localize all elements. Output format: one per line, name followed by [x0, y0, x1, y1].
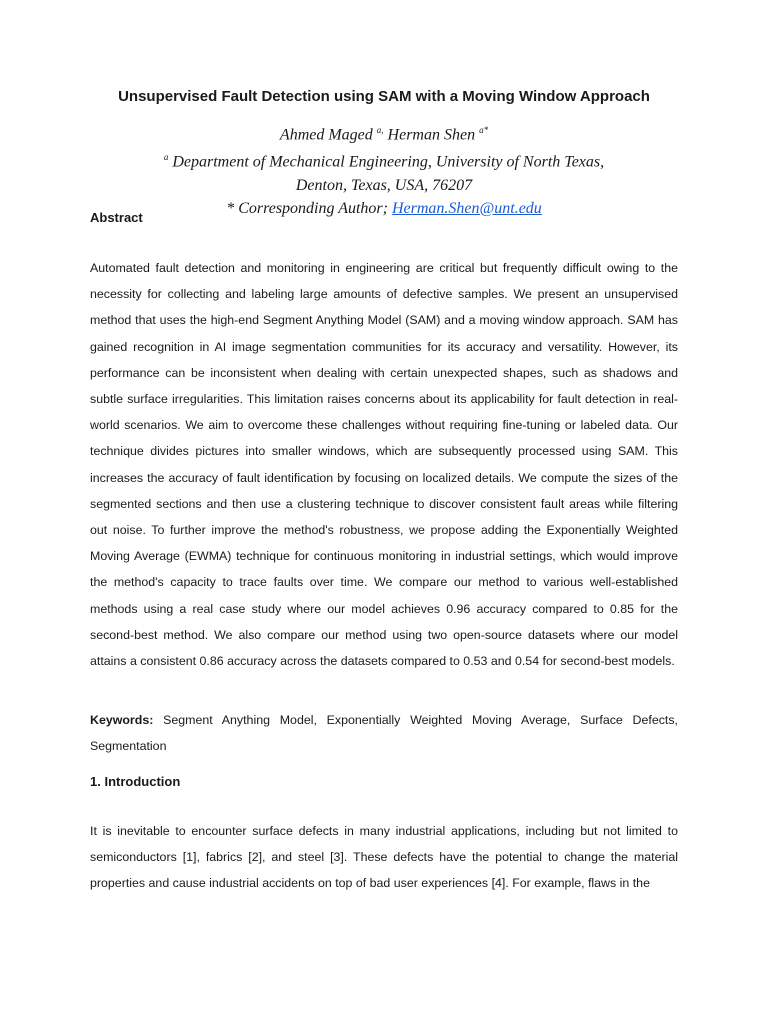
- abstract-heading: Abstract: [90, 210, 143, 225]
- affiliation-line-2: Denton, Texas, USA, 76207: [295, 176, 473, 194]
- introduction-heading: 1. Introduction: [90, 774, 181, 789]
- author-block: [0, 119, 768, 220]
- abstract-text: Automated fault detection and monitoring in engineering are critical but frequently difficult owing to the necessity for collecting and labeling large amounts of defective samples. We present an unsupervised method that uses the high-end Segment Anything Model (SAM) and a moving window approach. SAM has gained recognition in AI image segmentation communities for its accuracy and versatility. However, its performance can be inconsistent when dealing with certain unexpected shapes, such as shadows and subtle surface irregularities. This limitation raises concerns about its applicability for fault detection in real-world scenarios. We aim to overcome these challenges without requiring fine-tuning or labeled data. Our technique divides pictures into smaller windows, which are subsequently processed using SAM. This increases the accuracy of fault identification by focusing on localized details. We compute the sizes of the segmented sections and then use a clustering technique to discover consistent fault areas while filtering out noise. To further improve the method's robustness, we propose adding the Exponentially Weighted Moving Average (EWMA) technique for continuous monitoring in industrial settings, which would improve the method's capacity to trace faults over time. We compare our method to various well-established methods using a real case study where our model achieves 0.96 accuracy compared to 0.85 for the second-best method. We also compare our method using two open-source datasets where our model attains a consistent 0.86 accuracy across the datasets compared to 0.53 and 0.54 for second-best models.: [90, 261, 678, 669]
- affiliation-superscript: a: [163, 152, 169, 163]
- email-link[interactable]: Herman.Shen@unt.edu: [391, 199, 542, 217]
- author-name: Ahmed Maged: [279, 126, 373, 144]
- keywords-label: Keywords:: [90, 713, 154, 727]
- corresponding-label: * Corresponding Author;: [226, 199, 388, 217]
- author-superscript: a*: [479, 125, 489, 135]
- author-name: Herman Shen: [387, 126, 476, 144]
- keywords-text: Segment Anything Model, Exponentially Weighted Moving Average, Surface Defects, Segmentation: [90, 713, 678, 754]
- affiliation-line: [0, 146, 768, 173]
- paper-title: Unsupervised Fault Detection using SAM with a Moving Window Approach: [118, 88, 650, 105]
- affiliation-text: Department of Mechanical Engineering, University of North Texas,: [172, 153, 605, 171]
- author-line: [0, 119, 768, 146]
- author-superscript: a,: [376, 125, 384, 135]
- keywords-paragraph: [90, 707, 678, 759]
- introduction-text: It is inevitable to encounter surface defects in many industrial applications, including but not limited to semiconductors [1], fabrics [2], and steel [3]. These defects have the potential to change the material properties and cause industrial accidents on top of bad user experiences [4]. For example, flaws in the: [90, 824, 678, 891]
